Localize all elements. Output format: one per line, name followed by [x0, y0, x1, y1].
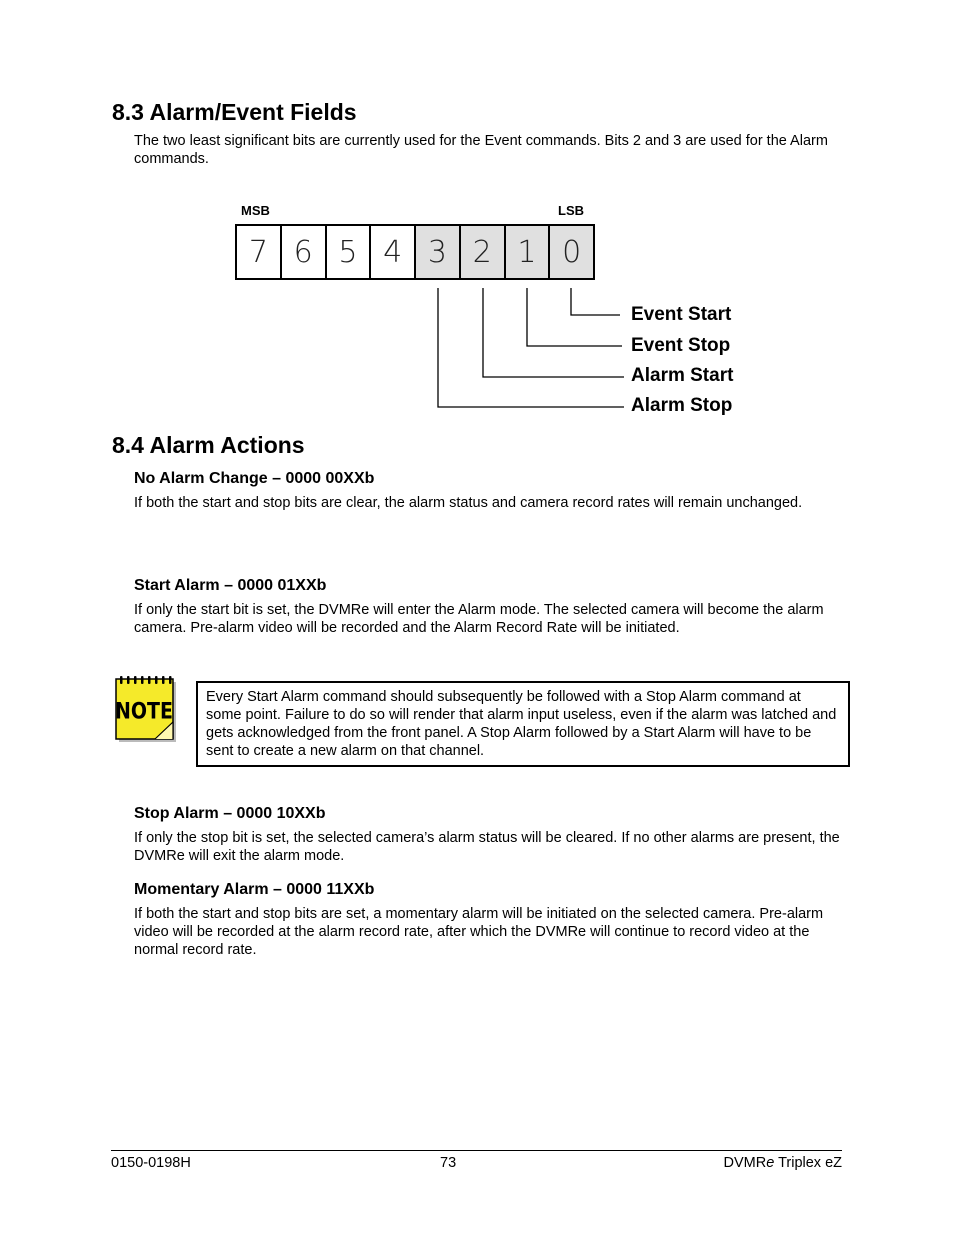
- lsb-label: LSB: [558, 203, 584, 218]
- msb-label: MSB: [241, 203, 270, 218]
- bit-1: 1: [506, 226, 551, 278]
- label-event-start: Event Start: [631, 304, 732, 325]
- leader-alarm-start: [483, 288, 624, 377]
- label-alarm-start: Alarm Start: [631, 365, 734, 386]
- bit-7: 7: [237, 226, 282, 278]
- bit-6: 6: [282, 226, 327, 278]
- label-alarm-stop: Alarm Stop: [631, 395, 733, 416]
- bit-4: 4: [371, 226, 416, 278]
- leader-lines: [0, 0, 954, 430]
- action-title-momentary: Momentary Alarm – 0000 11XXb: [134, 881, 375, 898]
- leader-event-stop: [527, 288, 622, 346]
- footer-rule: [111, 1150, 842, 1151]
- action-title-stop: Stop Alarm – 0000 10XXb: [134, 805, 326, 822]
- footer-product-prefix: DVMR: [723, 1155, 767, 1171]
- footer-product: [724, 1154, 842, 1172]
- leader-event-start: [571, 288, 620, 315]
- action-text-start: If only the start bit is set, the DVMRe will enter the Alarm mode. The selected camera will become the alarm camera. Pre-alarm video will be recorded and the Alarm Record Rate will be initiated.: [134, 602, 824, 636]
- footer-doc-number: 0150-0198H: [111, 1155, 191, 1171]
- leader-alarm-stop: [438, 288, 624, 407]
- bit-3: 3: [416, 226, 461, 278]
- footer-product-italic: e: [766, 1155, 775, 1171]
- note-text: Every Start Alarm command should subsequently be followed with a Stop Alarm command at some point. Failure to do so will render that alarm input useless, even if the alarm was latched and gets acknowledged from the front panel. A Stop Alarm followed by a Start Alarm will have to be sent to create a new alarm on that channel.: [206, 689, 837, 759]
- footer-page-number: 73: [440, 1155, 457, 1171]
- footer-product-suffix: Triplex eZ: [774, 1155, 842, 1171]
- action-text-stop: If only the stop bit is set, the selected camera’s alarm status will be cleared. If no other alarms are present, the DVMRe will exit the alarm mode.: [134, 830, 840, 864]
- action-text-momentary: If both the start and stop bits are set, a momentary alarm will be initiated on the selected camera. Pre-alarm video will be recorded at the alarm record rate, after which the DVMRe will continue to record video at the normal record rate.: [134, 906, 824, 958]
- action-title-no-change: No Alarm Change – 0000 00XXb: [134, 470, 375, 487]
- bit-5: 5: [327, 226, 372, 278]
- note-box: [196, 681, 850, 767]
- bit-0: 0: [550, 226, 593, 278]
- label-event-stop: Event Stop: [631, 335, 731, 356]
- section-intro: The two least significant bits are currently used for the Event commands. Bits 2 and 3 are used for the Alarm commands.: [134, 133, 828, 167]
- action-title-start: Start Alarm – 0000 01XXb: [134, 577, 327, 594]
- section-heading-8-3: 8.3 Alarm/Event Fields: [112, 99, 357, 125]
- note-icon: [114, 676, 178, 744]
- bit-2: 2: [461, 226, 506, 278]
- section-heading-8-4: 8.4 Alarm Actions: [112, 432, 305, 458]
- note-icon-text: NOTE: [115, 698, 173, 724]
- action-text-no-change: If both the start and stop bits are clear, the alarm status and camera record rates will remain unchanged.: [134, 495, 803, 511]
